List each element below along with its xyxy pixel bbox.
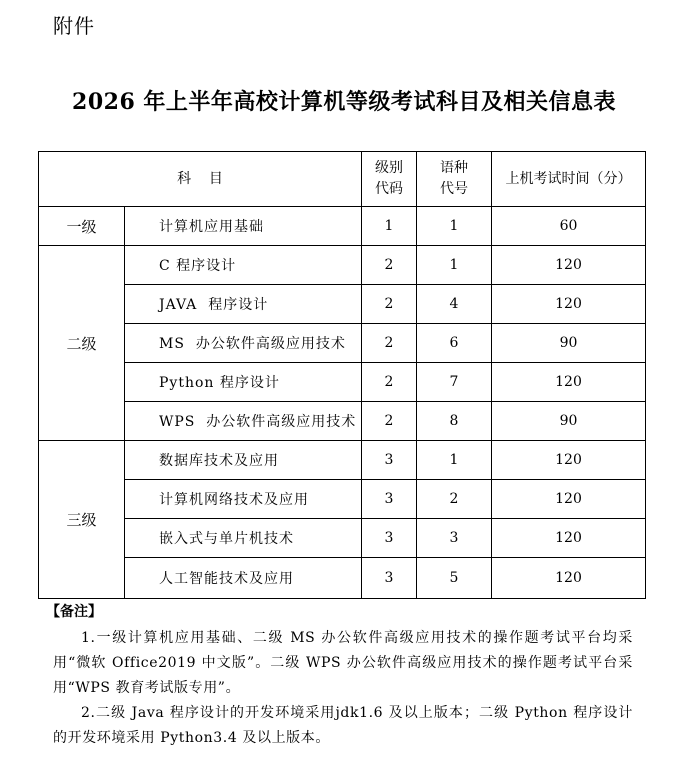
subject-cell: 人工智能技术及应用 <box>125 558 362 599</box>
exam-time-cell: 120 <box>492 558 646 599</box>
language-code-cell: 1 <box>417 441 492 480</box>
exam-time-cell: 120 <box>492 246 646 285</box>
header-level-code-line1: 级别 <box>375 160 403 176</box>
notes-label: 【备注】 <box>46 604 102 620</box>
language-code-cell: 1 <box>417 207 492 246</box>
header-level-code-line2: 代码 <box>375 181 403 197</box>
exam-time-cell: 60 <box>492 207 646 246</box>
table-row <box>39 480 646 519</box>
language-code-cell: 7 <box>417 363 492 402</box>
table-row <box>39 441 646 480</box>
subject-cell: 嵌入式与单片机技术 <box>125 519 362 558</box>
language-code-cell: 6 <box>417 324 492 363</box>
language-code-cell: 2 <box>417 480 492 519</box>
header-language-code-line1: 语种 <box>440 160 468 176</box>
header-level-code <box>362 152 417 207</box>
notes-block <box>53 626 633 751</box>
header-language-code <box>417 152 492 207</box>
table-row <box>39 246 646 285</box>
page-title: 2026 年上半年高校计算机等级考试科目及相关信息表 <box>72 89 616 115</box>
language-code-cell: 5 <box>417 558 492 599</box>
table-row <box>39 363 646 402</box>
language-code-cell: 3 <box>417 519 492 558</box>
table-row <box>39 285 646 324</box>
exam-time-cell: 120 <box>492 441 646 480</box>
level-cell-3: 三级 <box>39 441 125 599</box>
subject-cell: WPS 办公软件高级应用技术 <box>125 402 362 441</box>
exam-time-cell: 120 <box>492 519 646 558</box>
level-cell-2: 二级 <box>39 246 125 441</box>
level-code-cell: 1 <box>362 207 417 246</box>
table-row <box>39 324 646 363</box>
exam-time-cell: 120 <box>492 285 646 324</box>
level-code-cell: 2 <box>362 363 417 402</box>
level-code-cell: 3 <box>362 558 417 599</box>
table-row <box>39 519 646 558</box>
exam-time-cell: 120 <box>492 480 646 519</box>
level-code-cell: 2 <box>362 285 417 324</box>
attachment-label: 附件 <box>53 14 95 38</box>
level-code-cell: 3 <box>362 480 417 519</box>
level-code-cell: 2 <box>362 246 417 285</box>
table-row <box>39 402 646 441</box>
subject-cell: Python 程序设计 <box>125 363 362 402</box>
level-code-cell: 2 <box>362 402 417 441</box>
subject-cell: JAVA 程序设计 <box>125 285 362 324</box>
note-item-2: 2.二级 Java 程序设计的开发环境采用jdk1.6 及以上版本；二级 Python 程序设计的开发环境采用 Python3.4 及以上版本。 <box>53 705 633 746</box>
exam-time-cell: 90 <box>492 324 646 363</box>
level-code-cell: 3 <box>362 441 417 480</box>
table-row <box>39 207 646 246</box>
header-language-code-line2: 代号 <box>440 181 468 197</box>
table-row <box>39 558 646 599</box>
subject-cell: MS 办公软件高级应用技术 <box>125 324 362 363</box>
language-code-cell: 4 <box>417 285 492 324</box>
level-code-cell: 3 <box>362 519 417 558</box>
exam-info-table <box>38 151 646 599</box>
subject-cell: 计算机应用基础 <box>125 207 362 246</box>
exam-time-cell: 120 <box>492 363 646 402</box>
subject-cell: C 程序设计 <box>125 246 362 285</box>
language-code-cell: 1 <box>417 246 492 285</box>
header-subject: 科 目 <box>39 152 362 207</box>
level-cell-1: 一级 <box>39 207 125 246</box>
exam-time-cell: 90 <box>492 402 646 441</box>
note-item-1: 1.一级计算机应用基础、二级 MS 办公软件高级应用技术的操作题考试平台均采用“微软 Office2019 中文版”。二级 WPS 办公软件高级应用技术的操作题考试平台采用“WPS 教育考试版专用”。 <box>53 630 633 696</box>
table-header-row <box>39 152 646 207</box>
header-exam-time: 上机考试时间（分） <box>492 152 646 207</box>
subject-cell: 计算机网络技术及应用 <box>125 480 362 519</box>
subject-cell: 数据库技术及应用 <box>125 441 362 480</box>
level-code-cell: 2 <box>362 324 417 363</box>
language-code-cell: 8 <box>417 402 492 441</box>
